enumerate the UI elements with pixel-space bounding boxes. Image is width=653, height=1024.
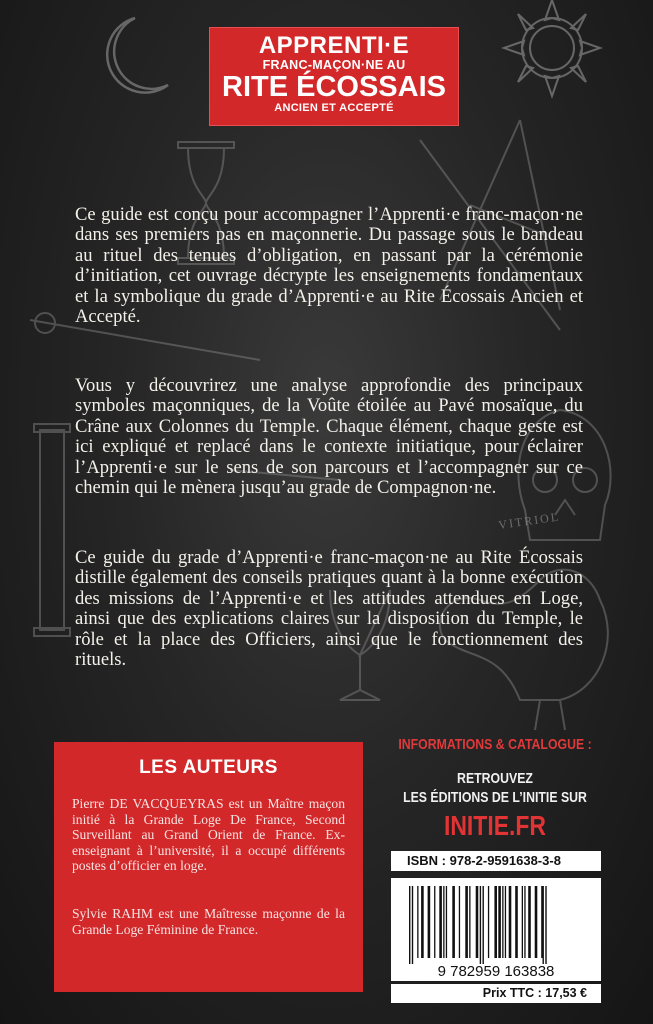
title-line-1: APPRENTI·E <box>258 32 410 59</box>
body-paragraph-2: Vous y découvrirez une analyse approfondie des principaux symboles maçonniques, de la Voûte étoilée au Pavé mosaïque, du Crâne aux Colonnes du Temple. Chaque élément, chaque geste est ici expliqué et replacé dans le contexte initiatique, pour éclairer l’Apprenti·e sur le sens de son parcours et l’accompagner sur ce chemin qui le mènera jusqu’au grade de Compagnon·ne. <box>75 375 583 499</box>
barcode-bar <box>421 886 424 958</box>
barcode-bar <box>434 886 435 958</box>
info-line-1: RETROUVEZ <box>457 770 533 787</box>
barcode-bar <box>483 886 484 964</box>
price-label: Prix TTC : 17,53 € <box>391 984 601 1003</box>
author-bio-2: Sylvie RAHM est une Maîtresse maçonne de la Grande Loge Féminine de France. <box>72 906 345 937</box>
authors-box <box>54 742 363 992</box>
barcode-bar <box>498 886 501 958</box>
vitriol-text: VITRIOL <box>497 509 561 532</box>
barcode-bar <box>480 886 481 964</box>
barcode-bar <box>524 886 525 958</box>
author-bio-1: Pierre DE VACQUEYRAS est un Maître maçon initié à la Grande Loge De France, Second Surveillant au Grand Orient de France. Ex-enseignant à l’université, il a occupé différents postes d’officier en loge. <box>72 796 345 874</box>
title-line-3: RITE ÉCOSSAIS <box>222 71 446 103</box>
barcode-bar <box>509 886 512 958</box>
barcode-digits: 9 782959 163838 <box>437 963 555 980</box>
sun-icon <box>504 0 600 96</box>
barcode-bar <box>505 886 506 958</box>
barcode-bar <box>439 886 442 958</box>
barcode-bar <box>446 886 447 958</box>
barcode-box <box>391 878 601 981</box>
body-paragraph-1: Ce guide est conçu pour accompagner l’Apprenti·e franc-maçon·ne dans ses premiers pas en maçonnerie. Du passage sous le bandeau au rituel des tenues d’obligation, en passant par la cérémonie d’initiation, cet ouvrage décrypte les enseignements fondamentaux et la symbolique du grade d’Apprenti·e au Rite Écossais Ancien et Accepté. <box>75 204 583 328</box>
column-icon <box>34 424 70 636</box>
info-heading: INFORMATIONS & CATALOGUE : <box>398 736 592 753</box>
barcode-bar <box>443 886 444 958</box>
barcode-bar <box>428 886 431 958</box>
barcode-bar <box>545 886 546 964</box>
barcode-bar <box>488 886 489 958</box>
site-link[interactable]: INITIE.FR <box>443 810 547 841</box>
barcode-bar <box>541 886 542 958</box>
barcode-bar <box>417 886 418 958</box>
barcode-bar <box>515 886 518 958</box>
barcode-bar <box>465 886 468 958</box>
title-box <box>209 27 459 126</box>
barcode-bar <box>409 886 410 964</box>
body-paragraph-3: Ce guide du grade d’Apprenti·e franc-maçon·ne au Rite Écossais distille également des conseils pratiques quant à la bonne exécution des missions de l’Apprenti·e et les attitudes attendues en Loge, ainsi que des explications claires sur la disposition du Temple, le rôle et la place des Officiers, ainsi que le fonctionnement des rituels. <box>75 547 583 671</box>
barcode-bar <box>502 886 503 958</box>
barcode <box>391 878 601 981</box>
barcode-bar <box>528 886 531 958</box>
title-line-2: FRANC-MAÇON·NE AU <box>262 58 406 72</box>
title-line-4: ANCIEN ET ACCEPTÉ <box>274 102 394 114</box>
authors-heading: LES AUTEURS <box>139 757 278 778</box>
barcode-bar <box>452 886 455 958</box>
barcode-bar <box>412 886 413 964</box>
barcode-bar <box>469 886 470 958</box>
barcode-bar <box>535 886 538 958</box>
barcode-bar <box>476 886 479 958</box>
info-line-2: LES ÉDITIONS DE L’INITIE SUR <box>403 789 587 806</box>
barcode-bar <box>522 886 523 958</box>
barcode-bar <box>543 886 544 964</box>
isbn-label: ISBN : 978-2-9591638-3-8 <box>391 851 601 871</box>
barcode-bar <box>494 886 497 958</box>
crescent-moon-icon <box>107 18 168 93</box>
barcode-bar <box>459 886 460 958</box>
